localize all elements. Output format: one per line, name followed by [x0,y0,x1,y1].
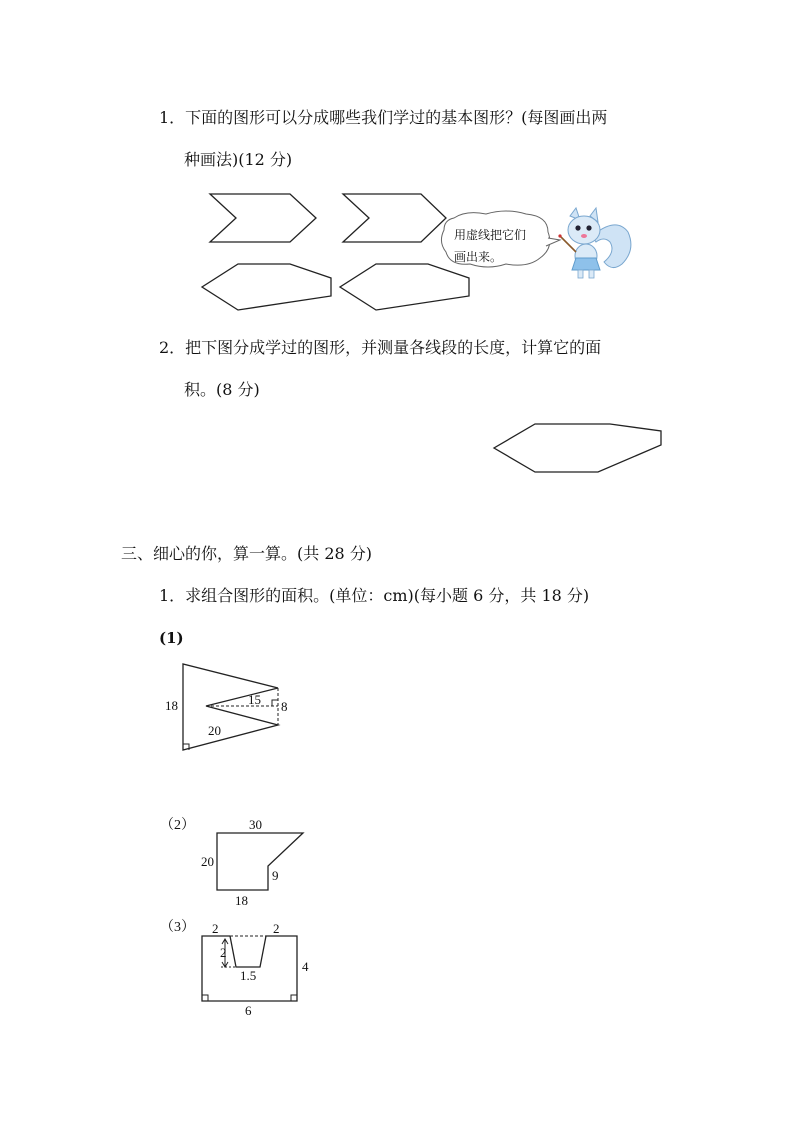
section-3-heading: 三、细心的你，算一算。(共 28 分) [121,544,373,563]
figure-2-label: （2） [160,818,195,833]
figure-3-bottom-inner-label: 1.5 [240,968,257,983]
figure-1-right-label: 8 [281,699,288,714]
figure-2-right-label: 9 [272,868,279,883]
figure-2-top-label: 30 [249,817,262,832]
figure-3-top-left-label: 2 [212,921,219,936]
figure-3-right-angle-2 [291,995,297,1001]
figure-3-top-right-label: 2 [273,921,280,936]
figure-3-right-label: 4 [302,959,309,974]
question-1-line-2: 种画法)(12 分) [184,150,293,169]
figure-3-right-angle-1 [202,995,208,1001]
figure-1-left-label: 18 [165,698,178,713]
figure-2-left-label: 20 [201,854,214,869]
question-2-line-1: 2．把下图分成学过的图形，并测量各线段的长度，计算它的面 [159,338,602,357]
figure-1-top-label: 15 [248,692,261,707]
figure-2-bottom-label: 18 [235,893,248,908]
figure-3-bottom-label: 6 [245,1003,252,1018]
bubble-text-1: 用虚线把它们 [454,228,527,242]
figure-3-label: （3） [160,920,195,935]
question-1-line-1: 1．下面的图形可以分成哪些我们学过的基本图形？(每图画出两 [159,108,608,127]
bubble-text-2: 画出来。 [454,250,503,264]
figure-1-bottom-label: 20 [208,723,221,738]
figure-1-label: (1) [159,629,184,647]
question-2-line-2: 积。(8 分) [184,380,260,399]
section-3-item-1: 1．求组合图形的面积。(单位：cm)(每小题 6 分，共 18 分) [159,586,590,605]
figure-3-depth-label: 2 [220,945,227,960]
